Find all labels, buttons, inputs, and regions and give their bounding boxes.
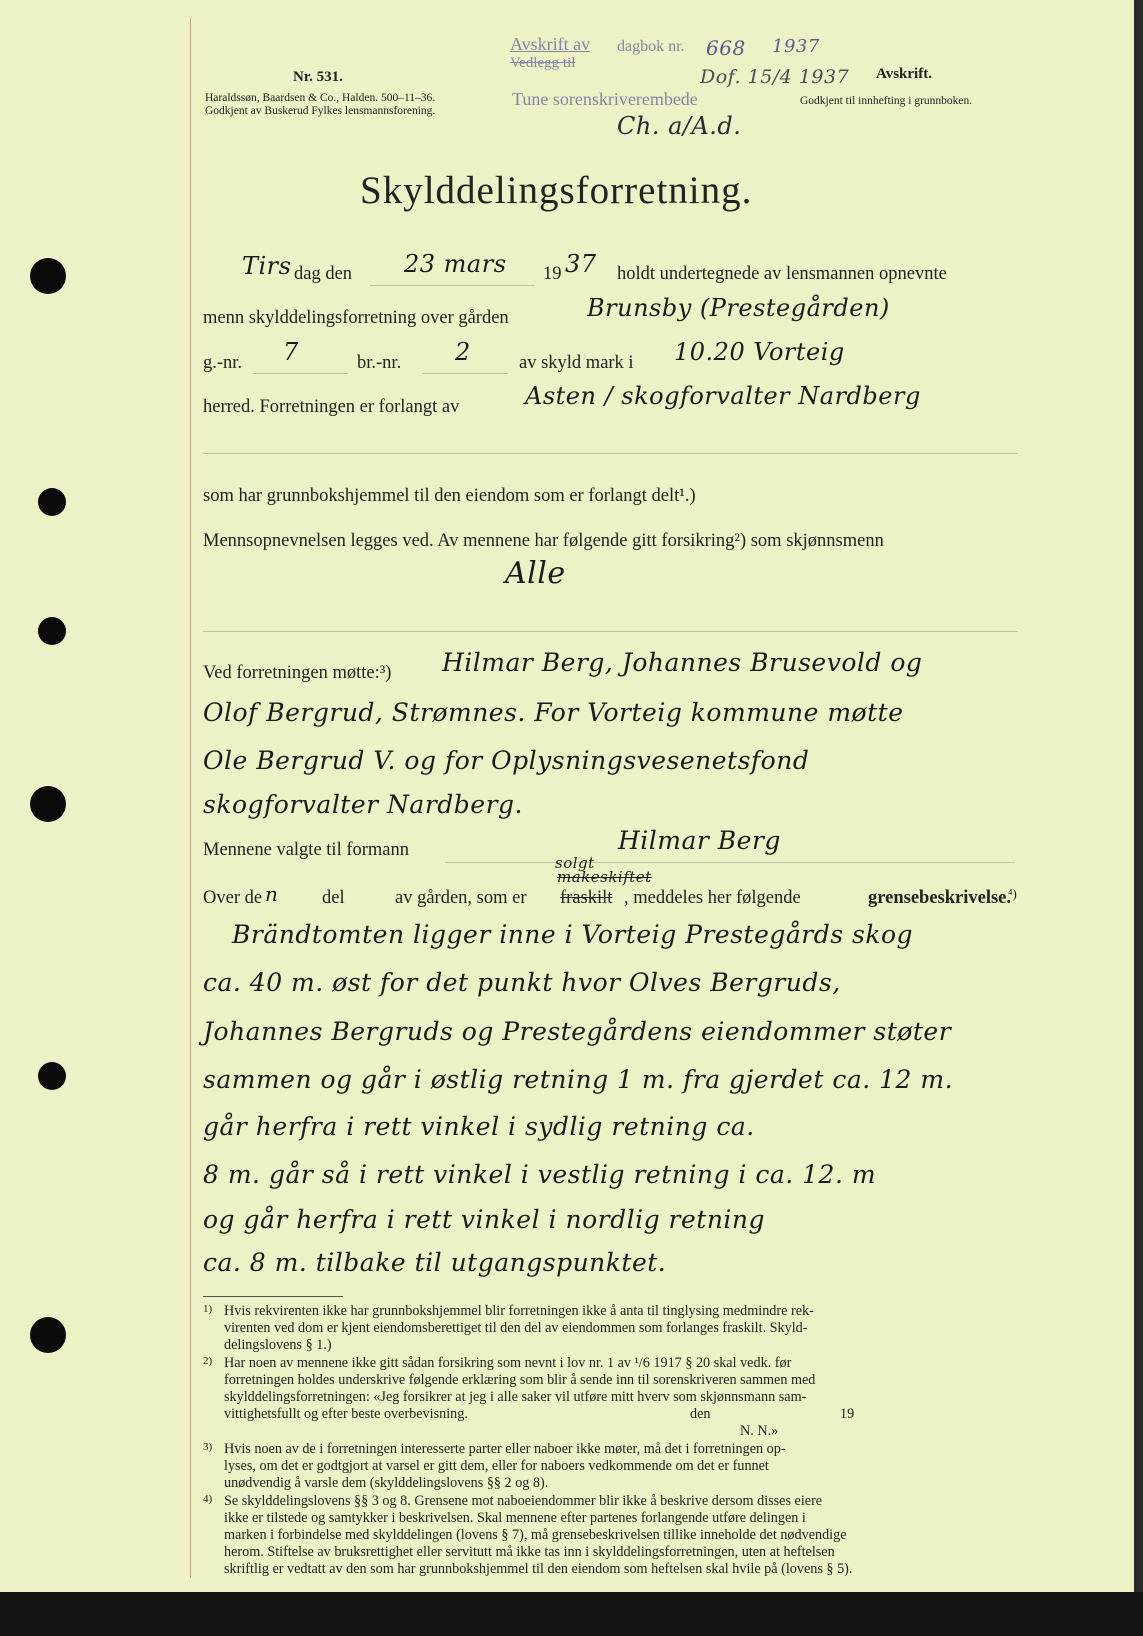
footnote-4-line: skriftlig er vedtatt av den som har grunnbokshjemmel til den eiendom som heftelsen skal hvile på (lovens § 5).	[224, 1561, 853, 1577]
margin-line	[190, 18, 191, 1578]
footnote-3-line: unødvendig å varsle dem (skylddelingslovens §§ 2 og 8).	[224, 1475, 549, 1491]
fill-line	[422, 373, 508, 374]
hw-attendees-line: Hilmar Berg, Johannes Brusevold og	[442, 648, 923, 677]
right-title: Avskrift.	[876, 66, 932, 82]
footnote-1-line: delingslovens § 1.)	[224, 1337, 332, 1353]
footnote-separator	[203, 1296, 343, 1297]
stamp-dagbok: dagbok nr.	[617, 38, 685, 55]
hw-attendees-line: Ole Bergrud V. og for Oplysningsvesenetsfond	[203, 746, 810, 775]
text-av-garden: av gården, som er	[395, 888, 527, 908]
footnote-4-line: Se skylddelingslovens §§ 3 og 8. Grensene mot naboeiendommer blir ikke å beskrive dersom disses eiere	[224, 1493, 823, 1509]
hw-description-line: ca. 8 m. tilbake til utgangspunktet.	[203, 1248, 667, 1277]
text-l2: menn skylddelingsforretning over gården	[203, 308, 509, 328]
struck-fraskilt: fraskilt	[560, 888, 613, 908]
text-l7: Ved forretningen møtte:³)	[203, 663, 392, 683]
text-dag-den: dag den	[294, 264, 353, 284]
fill-line	[253, 373, 348, 374]
text-l1-rest: holdt undertegnede av lensmannen opnevnte	[617, 264, 947, 284]
footnote-4-line: marken i forbindelse med skylddelingen (lovens § 7), må grensebeskrivelsen tillike inneholde det nødvendige	[224, 1527, 847, 1543]
text-over-de: Over de	[203, 888, 263, 908]
struck-makeskiftet: makeskiftet	[557, 868, 652, 886]
page-edge	[1134, 0, 1143, 1636]
hw-all: Alle	[505, 556, 566, 591]
hw-attendees-line: Olof Bergrud, Strømnes. For Vorteig kommune møtte	[203, 698, 904, 727]
fill-line	[203, 631, 1018, 632]
text-gnr: g.-nr.	[203, 353, 243, 373]
text-l6: Mennsopnevnelsen legges ved. Av mennene har følgende gitt forsikring²) som skjønnsmenn	[203, 531, 884, 551]
page-title: Skylddelingsforretning.	[360, 169, 753, 212]
hw-description-line: Johannes Bergruds og Prestegårdens eiendommer støter	[203, 1017, 952, 1046]
hw-year: 1937	[772, 36, 820, 57]
hw-description-line: sammen og går i østlig retning 1 m. fra gjerdet ca. 12 m.	[203, 1065, 954, 1094]
hw-chairman: Hilmar Berg	[618, 826, 781, 855]
binder-hole	[38, 1062, 66, 1090]
footnote-1-line: virenten ved dom er kjent eiendomsberettiget til den del av eiendommen som forlanges fraskilt. Skyld-	[224, 1320, 808, 1336]
stamp-avskrift-av: Avskrift av	[510, 34, 591, 54]
hw-initials: Ch. a/A.d.	[617, 112, 742, 140]
stamp-struck-vedlegg: Vedlegg til	[510, 55, 576, 71]
hw-description-line: 8 m. går så i rett vinkel i vestlig retning i ca. 12. m	[203, 1160, 877, 1189]
scan-border	[0, 1592, 1143, 1636]
text-l4: herred. Forretningen er forlangt av	[203, 397, 460, 417]
hw-gnr: 7	[283, 338, 299, 366]
hw-weekday: Tirs	[242, 252, 292, 280]
binder-hole	[30, 786, 66, 822]
footnote-number: 3)	[203, 1441, 213, 1453]
footnote-number: 4)	[203, 1493, 213, 1505]
fill-line	[203, 453, 1018, 454]
text-l8: Mennene valgte til formann	[203, 840, 410, 860]
hw-n: n	[265, 882, 279, 906]
hw-skyld: 10.20 Vorteig	[674, 338, 845, 366]
stamp-office: Tune sorenskriverembede	[512, 89, 698, 109]
footnote-3-line: lyses, om det er godtgjort at varsel er gitt dem, eller for naboers vedkommende om det er funnet	[224, 1458, 769, 1474]
hw-description-line: Brändtomten ligger inne i Vorteig Prestegårds skog	[232, 920, 914, 949]
fill-line	[445, 862, 1015, 863]
footnote-4-line: ikke er tilstede og samtykker i beskrivelsen. Skal mennene efter partenes forlangende utføre delingen i	[224, 1510, 806, 1526]
footnote-2-nn: N. N.»	[740, 1423, 779, 1439]
footnote-4-line: herom. Stiftelse av bruksrettighet eller servitutt må ikke tas inn i skylddelingsforretningen, uten at heftelsen	[224, 1544, 835, 1560]
text-brnr: br.-nr.	[357, 353, 402, 373]
hw-description-line: går herfra i rett vinkel i sydlig retning ca.	[203, 1112, 755, 1141]
hw-dagbok-number: 668	[706, 36, 746, 60]
footnote-number: 1)	[203, 1303, 213, 1315]
hw-description-line: og går herfra i rett vinkel i nordlig retning	[203, 1205, 766, 1234]
approval-line: Godkjent av Buskerud Fylkes lensmannsforening.	[205, 105, 436, 117]
binder-hole	[30, 258, 66, 294]
footnote-ref: ⁴)	[1008, 886, 1017, 901]
hw-solgt: solgt	[555, 854, 595, 872]
footnote-3-line: Hvis noen av de i forretningen interesserte parter eller naboer ikke møter, må det i forretningen op-	[224, 1441, 786, 1457]
binder-hole	[38, 488, 66, 516]
text-l5: som har grunnbokshjemmel til den eiendom som er forlangt delt¹.)	[203, 486, 696, 506]
footnote-2-19: 19	[840, 1406, 855, 1422]
footnote-2-line: Har noen av mennene ikke gitt sådan forsikring som nevnt i lov nr. 1 av ¹/6 1917 § 20 skal vedk. før	[224, 1355, 792, 1371]
hw-year: 37	[565, 250, 597, 278]
printer-line: Haraldssøn, Baardsen & Co., Halden. 500–11–36.	[205, 92, 436, 104]
text-l9-rest: , meddeles her følgende	[624, 888, 801, 908]
text-19: 19	[543, 264, 562, 284]
text-del: del	[322, 888, 345, 908]
footnote-2-line: vittighetsfullt og efter beste overbevisning.	[224, 1406, 468, 1422]
hw-description-line: ca. 40 m. øst for det punkt hvor Olves Bergruds,	[203, 968, 841, 997]
right-note: Godkjent til innhefting i grunnboken.	[800, 95, 973, 107]
hw-date: 23 mars	[404, 250, 507, 278]
footnote-1-line: Hvis rekvirenten ikke har grunnbokshjemmel blir forretningen ikke å anta til tinglysing medmindre rek-	[224, 1303, 814, 1319]
footnote-2-den: den	[690, 1406, 711, 1422]
hw-brnr: 2	[455, 338, 471, 366]
footnote-2-line: skylddelingsforretningen: «Jeg forsikrer at jeg i alle saker vil utføre mitt hverv som skjønnsmann sam-	[224, 1389, 807, 1405]
hw-requester: Asten / skogforvalter Nardberg	[525, 382, 921, 410]
binder-hole	[30, 1317, 66, 1353]
footnote-2-line: forretningen holdes underskrive følgende erklæring som blir å sende inn til sorenskriveren sammen med	[224, 1372, 816, 1388]
fill-line	[370, 285, 535, 286]
text-grensebeskrivelse: grensebeskrivelse.	[868, 888, 1012, 908]
hw-farm-name: Brunsby (Prestegården)	[587, 294, 890, 322]
footnote-number: 2)	[203, 1355, 213, 1367]
hw-date: Dof. 15/4 1937	[700, 66, 850, 88]
text-skyld: av skyld mark i	[519, 353, 634, 373]
form-number: Nr. 531.	[293, 69, 343, 85]
binder-hole	[38, 617, 66, 645]
hw-attendees-line: skogforvalter Nardberg.	[203, 790, 523, 819]
